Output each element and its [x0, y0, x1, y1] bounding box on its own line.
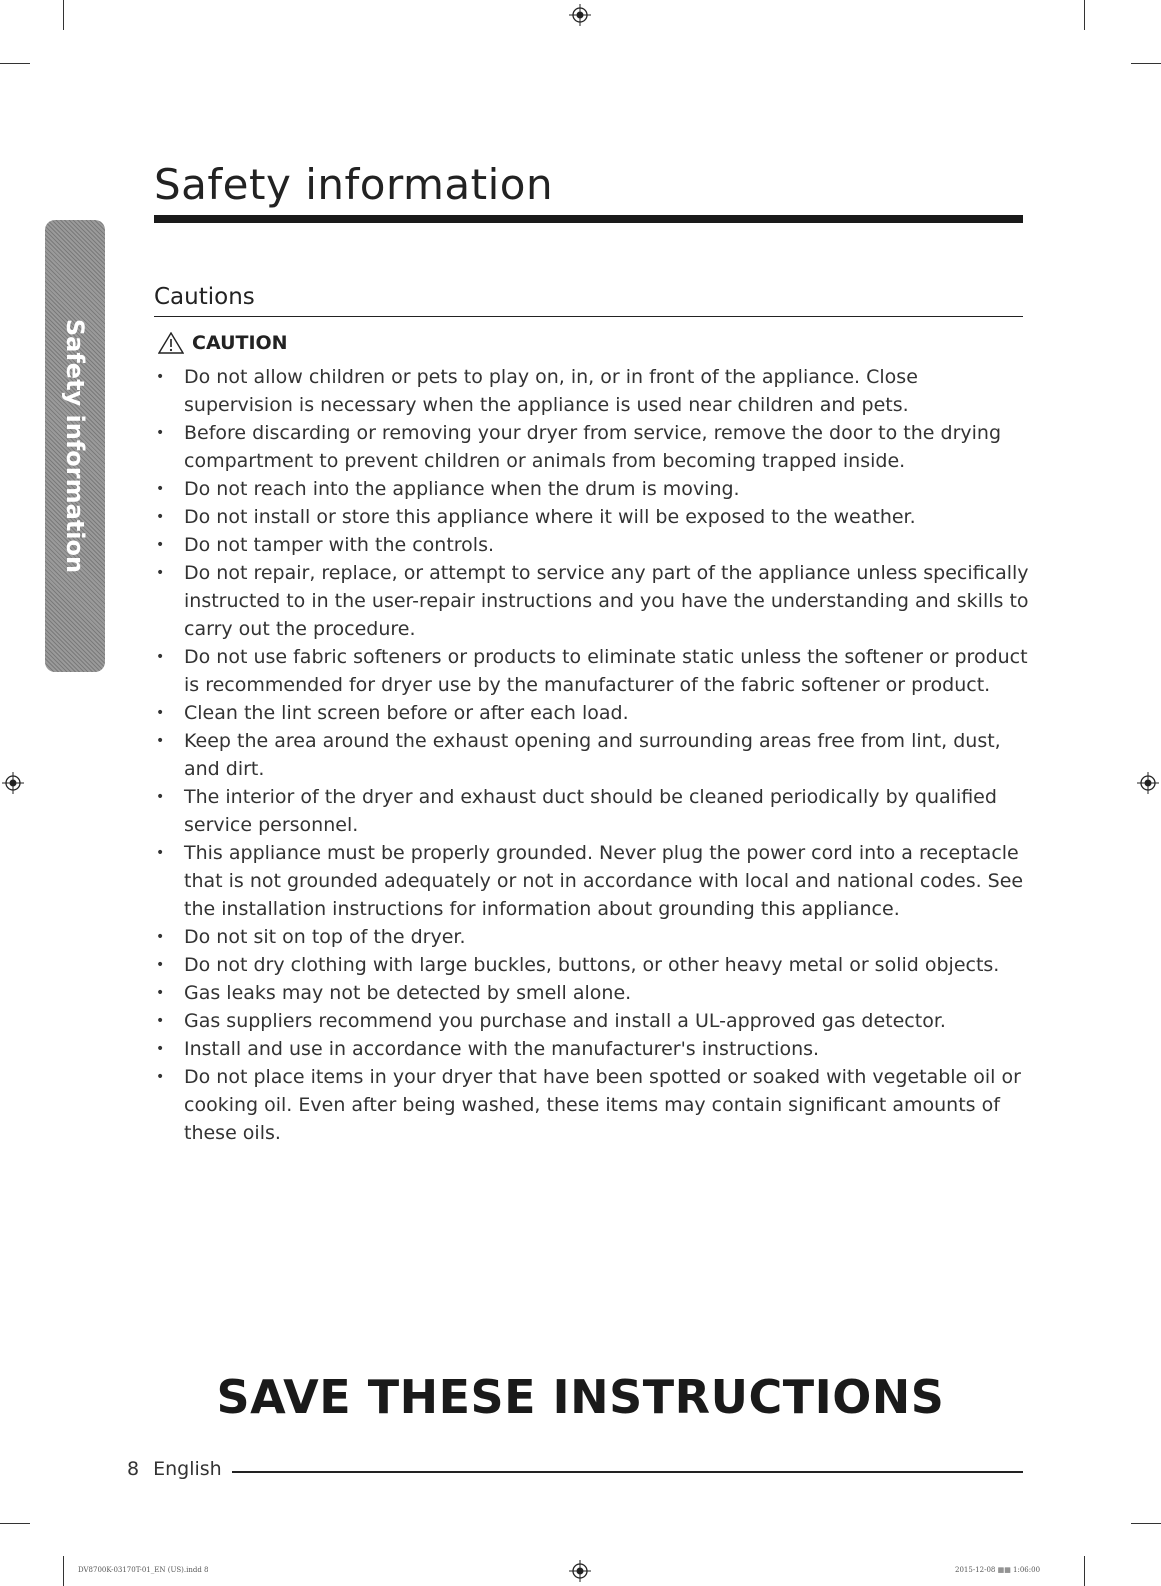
registration-mark-icon [2, 772, 24, 794]
list-item: • Before discarding or removing your dryer from service, remove the door to the drying compartment to prevent children or animals from becoming trapped inside. [150, 419, 1030, 475]
save-instructions-banner: SAVE THESE INSTRUCTIONS [216, 1370, 945, 1424]
caution-list [150, 363, 1030, 1147]
title-divider [154, 215, 1023, 223]
page-footer [127, 1458, 222, 1480]
list-item: • Do not repair, replace, or attempt to service any part of the appliance unless specifically instructed to in the user-repair instructions and you have the understanding and skills to carry out the procedure. [150, 559, 1030, 643]
list-item: • Do not use fabric softeners or products to eliminate static unless the softener or product is recommended for dryer use by the manufacturer of the fabric softener or product. [150, 643, 1030, 699]
page-number: 8 [127, 1458, 140, 1480]
list-item: • Do not place items in your dryer that have been spotted or soaked with vegetable oil or cooking oil. Even after being washed, these items may contain significant amounts of these oils. [150, 1063, 1030, 1147]
list-item: • Clean the lint screen before or after each load. [150, 699, 1030, 727]
list-item: • Keep the area around the exhaust opening and surrounding areas free from lint, dust, and dirt. [150, 727, 1030, 783]
caution-label: CAUTION [192, 332, 288, 354]
crop-mark [1084, 0, 1085, 30]
crop-mark [1084, 1556, 1085, 1586]
list-item: • Do not install or store this appliance where it will be exposed to the weather. [150, 503, 1030, 531]
print-slug-file: DV8700K-03170T-01_EN (US).indd 8 [78, 1566, 209, 1574]
list-item: • Install and use in accordance with the manufacturer's instructions. [150, 1035, 1030, 1063]
print-slug-date: 2015-12-08 ▦▦ 1:06:00 [955, 1566, 1041, 1574]
crop-mark [1131, 1523, 1161, 1524]
caution-header [158, 332, 288, 354]
side-tab-label: Safety information [61, 318, 89, 574]
list-item: • Do not reach into the appliance when the drum is moving. [150, 475, 1030, 503]
crop-mark [63, 0, 64, 30]
footer-language: English [153, 1458, 222, 1480]
list-item: • Gas suppliers recommend you purchase and install a UL-approved gas detector. [150, 1007, 1030, 1035]
registration-mark-icon [569, 1560, 591, 1582]
list-item: • This appliance must be properly grounded. Never plug the power cord into a receptacle that is not grounded adequately or not in accordance with local and national codes. See the installation instructions for information about grounding this appliance. [150, 839, 1030, 923]
warning-triangle-icon [158, 332, 184, 354]
crop-mark [63, 1556, 64, 1586]
registration-mark-icon [1137, 772, 1159, 794]
list-item: • Do not dry clothing with large buckles, buttons, or other heavy metal or solid objects. [150, 951, 1030, 979]
section-heading: Cautions [154, 284, 255, 310]
list-item: • Do not tamper with the controls. [150, 531, 1030, 559]
section-divider [154, 316, 1023, 317]
list-item: • Do not sit on top of the dryer. [150, 923, 1030, 951]
crop-mark [0, 1523, 30, 1524]
list-item: • Gas leaks may not be detected by smell alone. [150, 979, 1030, 1007]
list-item: • Do not allow children or pets to play on, in, or in front of the appliance. Close supervision is necessary when the appliance is used near children and pets. [150, 363, 1030, 419]
crop-mark [0, 63, 30, 64]
footer-divider [232, 1471, 1023, 1473]
registration-mark-icon [569, 4, 591, 26]
list-item: • The interior of the dryer and exhaust duct should be cleaned periodically by qualified service personnel. [150, 783, 1030, 839]
crop-mark [1131, 63, 1161, 64]
page-title: Safety information [154, 160, 554, 209]
